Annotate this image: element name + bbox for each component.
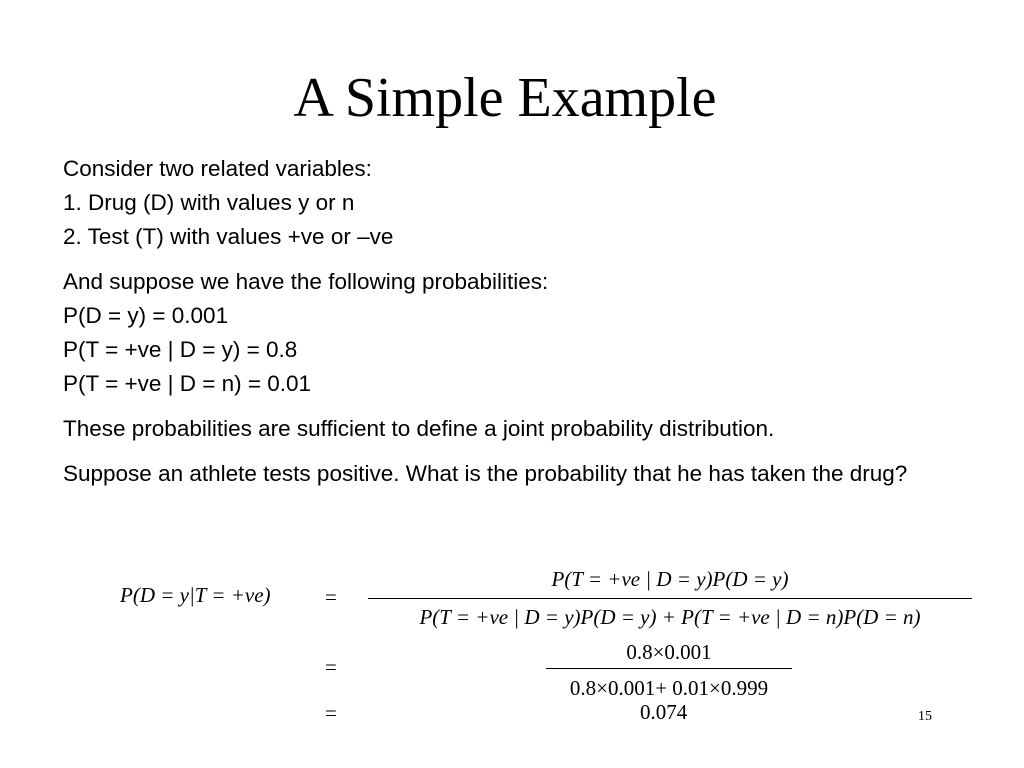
equals-sign: = xyxy=(325,585,337,609)
paragraph-question xyxy=(63,457,983,491)
equation-result: 0.074 xyxy=(640,700,688,724)
fraction-numerator: P(T = +ve | D = y)P(D = y) xyxy=(551,567,789,591)
fraction-denominator: 0.8×0.001+ 0.01×0.999 xyxy=(569,676,769,700)
fraction-bar xyxy=(368,598,972,599)
paragraph-variables xyxy=(63,152,983,254)
body-line: P(T = +ve | D = y) = 0.8 xyxy=(63,337,298,362)
body-line: These probabilities are sufficient to define a joint probability distribution. xyxy=(63,416,775,441)
body-line: Suppose an athlete tests positive. What is the probability that he has taken the drug? xyxy=(63,461,908,486)
body-line: P(D = y) = 0.001 xyxy=(63,303,229,328)
body-line: P(T = +ve | D = n) = 0.01 xyxy=(63,371,312,396)
equals-sign: = xyxy=(325,655,337,679)
slide-body xyxy=(63,152,983,491)
equals-sign: = xyxy=(325,701,337,725)
fraction-denominator: P(T = +ve | D = y)P(D = y) + P(T = +ve | D = n)P(D = n) xyxy=(419,605,921,629)
body-line: And suppose we have the following probabilities: xyxy=(63,269,549,294)
paragraph-joint xyxy=(63,412,983,446)
body-line: Consider two related variables: xyxy=(63,156,372,181)
paragraph-probabilities xyxy=(63,265,983,401)
equation-lhs: P(D = y|T = +ve) xyxy=(120,583,271,607)
slide-title: A Simple Example xyxy=(293,67,717,129)
fraction-numerator: 0.8×0.001 xyxy=(626,640,712,664)
body-line: 1. Drug (D) with values y or n xyxy=(63,190,355,215)
body-line: 2. Test (T) with values +ve or –ve xyxy=(63,224,394,249)
page-number: 15 xyxy=(918,709,932,724)
fraction-bar xyxy=(546,668,792,669)
